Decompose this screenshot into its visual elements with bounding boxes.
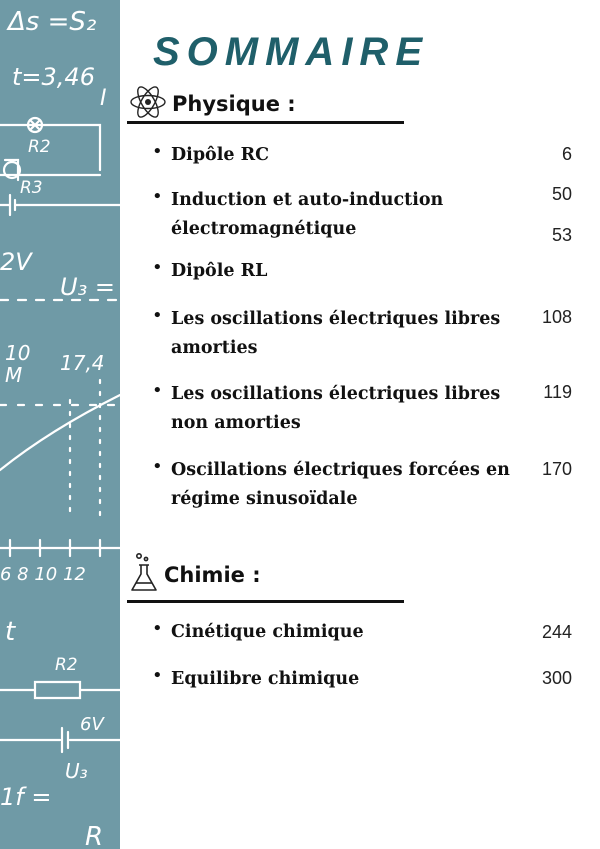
svg-text:R2: R2 bbox=[28, 137, 51, 157]
svg-text:t: t bbox=[5, 617, 16, 647]
svg-text:U₃ =: U₃ = bbox=[60, 273, 115, 301]
svg-text:Δs =S₂: Δs =S₂ bbox=[8, 7, 97, 37]
toc-entry-page: 50 bbox=[551, 184, 572, 204]
toc-entry-title: Dipôle RL bbox=[171, 261, 268, 281]
svg-text:R3: R3 bbox=[20, 178, 43, 198]
toc-entry-page: 6 bbox=[561, 144, 572, 164]
toc-entry-page: 53 bbox=[551, 225, 572, 245]
svg-text:17,4: 17,4 bbox=[60, 351, 105, 375]
svg-text:t=3,46: t=3,46 bbox=[12, 63, 95, 91]
bullet-icon: • bbox=[152, 186, 163, 207]
bullet-icon: • bbox=[152, 380, 163, 401]
atom-icon bbox=[128, 82, 168, 126]
toc-entry-page: 244 bbox=[541, 622, 572, 642]
section-label: Physique : bbox=[172, 92, 296, 116]
handwritten-formulas-drawing bbox=[0, 0, 120, 849]
bullet-icon: • bbox=[152, 665, 163, 686]
section-label: Chimie : bbox=[164, 563, 261, 587]
svg-text:U₃: U₃ bbox=[65, 759, 88, 783]
flask-icon bbox=[128, 552, 160, 598]
svg-text:10: 10 bbox=[5, 341, 31, 365]
section-heading-chimie bbox=[128, 552, 261, 598]
toc-entry-page: 119 bbox=[543, 382, 572, 402]
toc-entry-title: Les oscillations électriques libres non amorties bbox=[171, 384, 501, 433]
toc-entry-title: Induction et auto-induction électromagnétique bbox=[171, 190, 444, 239]
toc-entry-title: Dipôle RC bbox=[171, 145, 270, 165]
svg-text:6V: 6V bbox=[80, 714, 104, 735]
bullet-icon: • bbox=[152, 618, 163, 639]
section-divider bbox=[127, 121, 404, 124]
toc-entry-page: 170 bbox=[541, 459, 572, 479]
page-title: SOMMAIRE bbox=[153, 30, 429, 74]
svg-text:1f =: 1f = bbox=[0, 783, 52, 811]
svg-text:2V: 2V bbox=[0, 248, 32, 276]
decorative-sidebar bbox=[0, 0, 120, 849]
toc-entry-title: Equilibre chimique bbox=[171, 669, 360, 689]
svg-text:I: I bbox=[100, 86, 107, 111]
toc-entry-title: Les oscillations électriques libres amorties bbox=[171, 309, 501, 358]
toc-entry-page: 108 bbox=[541, 307, 572, 327]
svg-text:R: R bbox=[85, 822, 104, 849]
section-heading-physique bbox=[128, 82, 296, 126]
bullet-icon: • bbox=[152, 305, 163, 326]
toc-entry-title: Oscillations électriques forcées en régime sinusoïdale bbox=[171, 460, 510, 509]
section-divider bbox=[127, 600, 404, 603]
svg-text:R2: R2 bbox=[55, 655, 78, 675]
toc-entry-page: 300 bbox=[541, 668, 572, 688]
svg-text:6 8 10 12: 6 8 10 12 bbox=[0, 564, 86, 585]
svg-text:M: M bbox=[5, 363, 23, 387]
bullet-icon: • bbox=[152, 456, 163, 477]
bullet-icon: • bbox=[152, 257, 163, 278]
bullet-icon: • bbox=[152, 141, 163, 162]
toc-entry-title: Cinétique chimique bbox=[171, 622, 364, 642]
